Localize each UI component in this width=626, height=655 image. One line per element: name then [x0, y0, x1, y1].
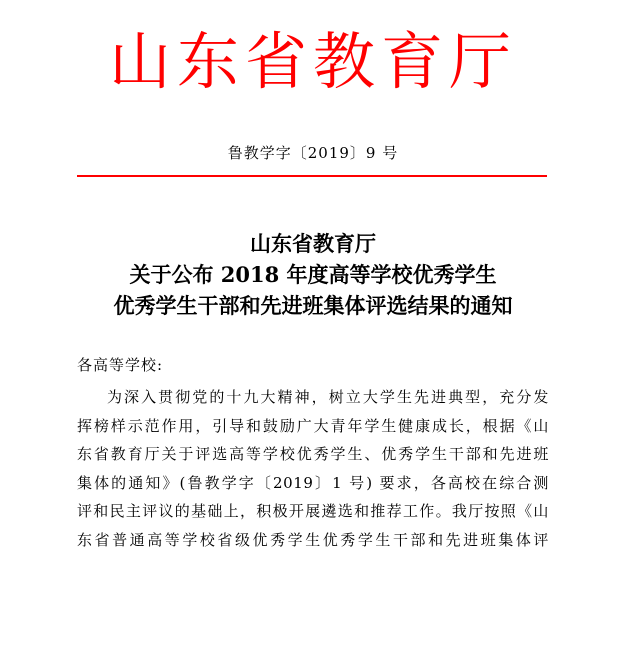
- body-line: 为深入贯彻党的十九大精神，树立大学生先进典型，充分发: [107, 388, 549, 406]
- body-line: 集体的通知》(鲁教学字〔2019〕1 号) 要求，各高校在综合测: [77, 473, 549, 492]
- notice-title: [0, 228, 626, 321]
- body-paragraph: [77, 383, 549, 554]
- document-number: 鲁教学字〔2019〕9 号: [227, 144, 399, 162]
- title-line-2: 关于公布 2018 年度高等学校优秀学生: [129, 262, 497, 287]
- red-divider-line: [77, 175, 547, 177]
- body-line: 东省教育厅关于评选高等学校优秀学生、优秀学生干部和先进班: [77, 445, 549, 463]
- salutation: 各高等学校:: [77, 356, 164, 374]
- title-line-3: 优秀学生干部和先进班集体评选结果的通知: [113, 293, 513, 318]
- body-line: 挥榜样示范作用，引导和鼓励广大青年学生健康成长，根据《山: [77, 416, 549, 435]
- body-line: 东省普通高等学校省级优秀学生优秀学生干部和先进班集体评: [77, 530, 549, 549]
- masthead-title: 山东省教育厅: [108, 25, 517, 98]
- body-line: 评和民主评议的基础上，积极开展遴选和推荐工作。我厅按照《山: [77, 502, 549, 520]
- title-line-1: 山东省教育厅: [250, 231, 376, 256]
